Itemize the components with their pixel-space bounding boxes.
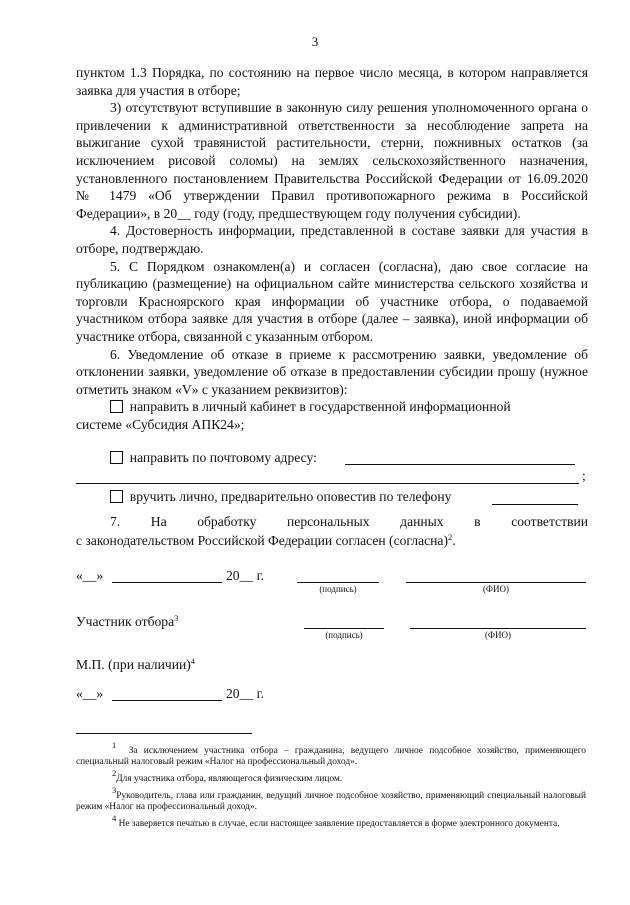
footnote-2-text: Для участника отбора, являющегося физическим лицом.: [116, 774, 343, 784]
document-body: [76, 64, 588, 433]
footnote-ref-4: 4: [190, 656, 196, 666]
postal-line-end: ;: [582, 468, 586, 483]
footnote-ref-3: 3: [174, 613, 179, 623]
caption-name-2: (ФИО): [484, 630, 512, 640]
footnote-2-num: 2: [112, 768, 117, 778]
phone-line[interactable]: [492, 504, 578, 505]
footnote-separator: [76, 733, 252, 734]
date-year-prefix-2: 20: [226, 686, 240, 701]
paragraph-7-text: с законодательством Российской Федерации согласен (согласна): [76, 533, 448, 548]
date-quote-close-2: »: [96, 686, 104, 701]
paragraph-6: 6. Уведомление об отказе в приеме к рассмотрению заявки, уведомление об отклонении заявки, уведомление об отказе в предоставлении субсидии прошу (нужное отметить знаком «V» с указанием реквизитов):: [76, 346, 588, 397]
option-in-person-text: вручить лично, предварительно оповестив по телефону: [129, 489, 452, 504]
option-postal-text: направить по почтовому адресу:: [129, 450, 317, 465]
participant-text: Участник отбора: [76, 614, 175, 629]
postal-address-line-1[interactable]: [345, 464, 575, 465]
footnote-3: [76, 785, 586, 813]
caption-name-1: (ФИО): [482, 584, 510, 594]
option-personal-account-cont: системе «Субсидия АПК24»;: [76, 416, 245, 432]
date-year-1: [226, 568, 264, 584]
stamp-text: М.П. (при наличии): [76, 657, 191, 672]
date-year-prefix: 20: [226, 568, 240, 583]
footnote-3-text: Руководитель, глава или гражданин, ведущий личное подсобное хозяйство, применяющий специальный налоговый режим «Налог на профессиональный доход».: [76, 791, 586, 812]
name-line-1[interactable]: [406, 582, 586, 583]
footnote-1-text: За исключением участника отбора – гражданина, ведущего личное подсобное хозяйство, применяющего специальный налоговый режим «Налог на профессиональный доход».: [76, 746, 586, 767]
date-line-2: [76, 686, 265, 702]
date-quote-close: »: [96, 568, 104, 583]
footnote-2: [76, 768, 586, 785]
footnote-ref-2: 2: [447, 532, 453, 542]
date-year-suffix: г.: [253, 568, 265, 583]
date-day-blank-2[interactable]: __: [82, 686, 97, 701]
date-line-1: [76, 568, 265, 584]
page-number: 3: [311, 34, 319, 49]
footnote-4: [76, 813, 586, 830]
paragraph-7-line-2: [76, 532, 456, 549]
date-month-line-1[interactable]: [112, 582, 222, 583]
date-year-blank[interactable]: __: [239, 568, 254, 583]
date-year-2: [226, 686, 264, 702]
option-postal: [110, 450, 317, 466]
participant-label: [76, 613, 178, 630]
name-line-2[interactable]: [410, 628, 586, 629]
paragraph-3: 3) отсутствуют вступившие в законную силу решения уполномоченного органа о привлечении к административной ответственности за несоблюдение запрета на выжигание сухой травянистой растительности, стерни, пожнивных остатков (за исключением рисовой соломы) на землях сельскохозяйственного назначения, установленного постановлением Правительства Российской Федерации от 16.09.2020 № 1479 «Об утверждении Правил противопожарного режима в Российской Федерации», в 20__ году (году, предшествующем году получения субсидии).: [76, 100, 588, 221]
stamp-label: [76, 656, 195, 673]
date-day-blank[interactable]: __: [82, 568, 97, 583]
paragraph-5: 5. С Порядком ознакомлен(а) и согласен (согласна), даю свое согласие на публикацию (размещение) на официальном сайте министерства сельского хозяйства и торговли Красноярского края информации об участнике отбора, о подаваемой участником отбора заявке для участия в отборе (далее – заявка), иной информации об участнике отбора, связанной с указанным отбором.: [76, 258, 588, 344]
footnotes: [76, 740, 586, 830]
paragraph-7-end: .: [452, 533, 456, 548]
option-personal-account-text: направить в личный кабинет в государственной информационной: [129, 399, 511, 415]
option-personal-account: [76, 398, 588, 416]
footnote-1-num: 1: [112, 740, 117, 750]
date-quote-open: «: [76, 568, 83, 583]
date-quote-open-2: «: [76, 686, 83, 701]
paragraph-continuation: пунктом 1.3 Порядка, по состоянию на первое число месяца, в котором направляется заявка для участия в отборе;: [76, 65, 588, 98]
postal-address-line-2[interactable]: [76, 483, 579, 484]
caption-signature-1: (подпись): [319, 584, 357, 594]
footnote-4-num: 4: [112, 813, 117, 823]
date-month-line-2[interactable]: [112, 700, 222, 701]
paragraph-4: 4. Достоверность информации, представленной в составе заявки для участия в отборе, подтверждаю.: [76, 223, 588, 256]
option-in-person: [110, 489, 451, 505]
checkbox-personal-account[interactable]: [110, 400, 123, 413]
signature-line-2[interactable]: [304, 628, 384, 629]
footnote-4-text: Не заверяется печатью в случае, если настоящее заявление предоставляется в форме электронного документа.: [118, 819, 560, 829]
date-year-suffix-2: г.: [253, 686, 265, 701]
date-year-blank-2[interactable]: __: [239, 686, 254, 701]
checkbox-postal[interactable]: [110, 451, 123, 464]
paragraph-7-line-1: 7. На обработку персональных данных в соответствии: [110, 514, 588, 529]
signature-line-1[interactable]: [297, 582, 379, 583]
checkbox-in-person[interactable]: [110, 490, 123, 503]
caption-signature-2: (подпись): [325, 630, 363, 640]
footnote-3-num: 3: [112, 785, 117, 795]
footnote-1: [76, 740, 586, 768]
